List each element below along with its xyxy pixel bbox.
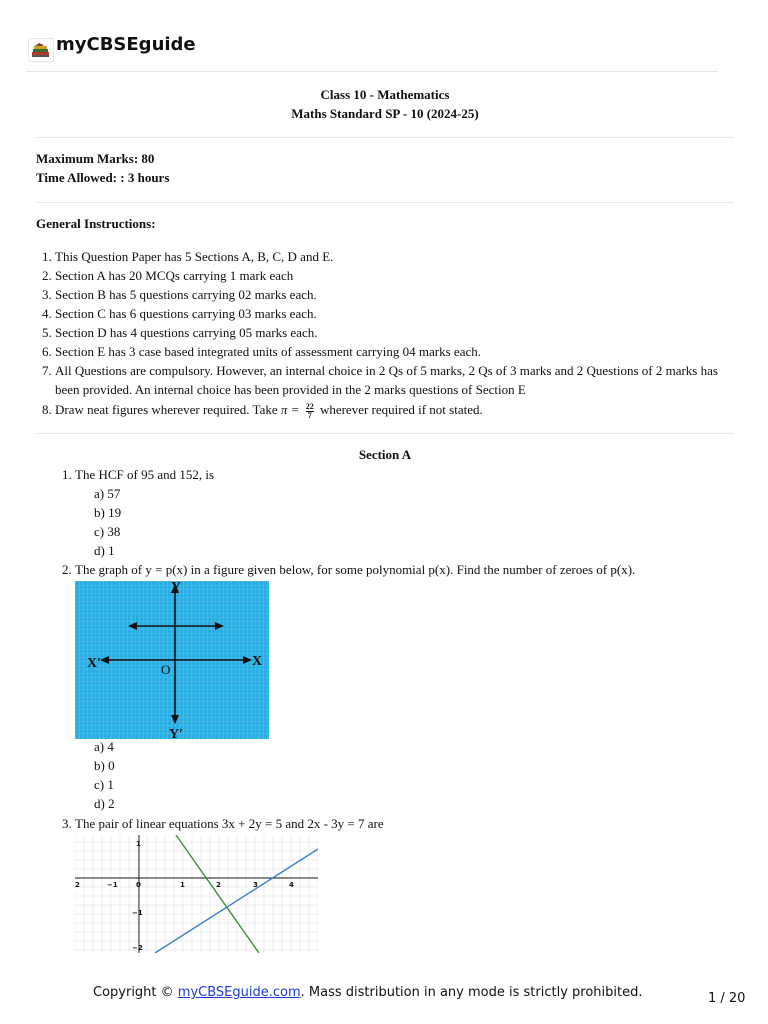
x-tick: 4	[289, 881, 294, 889]
brand-name[interactable]: myCBSEguide	[56, 34, 196, 55]
linear-equations-graph	[75, 835, 318, 953]
instructions-heading: General Instructions:	[36, 216, 156, 231]
time-allowed: Time Allowed: : 3 hours	[36, 170, 170, 185]
paper-title: Maths Standard SP - 10 (2024-25)	[291, 106, 479, 121]
x-prime-label: X′	[87, 656, 102, 671]
x-tick: 3	[253, 881, 258, 889]
q1-option-a: a) 57	[94, 486, 121, 501]
q1-option-c: c) 38	[94, 524, 121, 539]
polynomial-graph-figure	[75, 581, 269, 739]
instructions-list	[36, 247, 728, 420]
x-tick: 2	[216, 881, 221, 889]
divider	[36, 202, 734, 203]
copyright-footer: Copyright © myCBSEguide.com. Mass distribution in any mode is strictly prohibited.	[93, 985, 643, 1000]
question-2: 2. The graph of y = p(x) in a figure given below, for some polynomial p(x). Find the number of zeroes of p(x).	[62, 562, 636, 577]
y-axis-label: Y	[171, 581, 182, 595]
origin-label: O	[161, 662, 171, 677]
y-tick: −2	[132, 944, 143, 952]
instruction-item: 2. Section A has 20 MCQs carrying 1 mark each	[42, 268, 294, 283]
maximum-marks: Maximum Marks: 80	[36, 151, 155, 166]
q2-option-c: c) 1	[94, 777, 114, 792]
instruction-item: 6. Section E has 3 case based integrated units of assessment carrying 04 marks each.	[42, 344, 481, 359]
q1-option-d: d) 1	[94, 543, 115, 558]
x-tick: 0	[136, 881, 141, 889]
site-link[interactable]: myCBSEguide.com	[177, 985, 301, 1000]
instruction-item: 5. Section D has 4 questions carrying 05 marks each.	[42, 325, 318, 340]
question-1: 1. The HCF of 95 and 152, is	[62, 467, 215, 482]
divider	[36, 137, 734, 138]
instruction-item: 4. Section C has 6 questions carrying 03 marks each.	[42, 306, 317, 321]
x-axis-label: X	[252, 654, 263, 669]
question-3: 3. The pair of linear equations 3x + 2y = 5 and 2x - 3y = 7 are	[62, 816, 384, 831]
site-header	[26, 34, 718, 72]
paper-class: Class 10 - Mathematics	[320, 87, 450, 102]
x-tick: 1	[180, 881, 185, 889]
q2-option-d: d) 2	[94, 796, 115, 811]
line-2x-minus-3y-equals-7	[155, 849, 318, 953]
y-prime-label: Y′	[169, 727, 184, 739]
books-stack-icon	[28, 38, 54, 62]
instruction-item: 8. Draw neat figures wherever required. Take π = $\frac{22}{7}$ wherever required if not stated.	[42, 401, 483, 420]
fraction: $\frac{22}{7}$	[305, 401, 314, 420]
q2-option-b: b) 0	[94, 758, 115, 773]
y-tick: −1	[132, 909, 143, 917]
pi-symbol: π =	[280, 402, 300, 417]
x-tick: 2	[75, 881, 80, 889]
instruction-item: 3. Section B has 5 questions carrying 02 marks each.	[42, 287, 317, 302]
instruction-item: 1. This Question Paper has 5 Sections A, B, C, D and E.	[42, 249, 334, 264]
instruction-item: 7. All Questions are compulsory. However, an internal choice in 2 Qs of 5 marks, 2 Qs of 3 marks and 2 Questions of 2 marks has been provided. An internal choice has been provided in the 2 marks questions of Section E	[42, 363, 718, 397]
q2-option-a: a) 4	[94, 739, 114, 754]
divider	[36, 433, 734, 434]
page-number: 1 / 20	[708, 991, 746, 1006]
y-tick: 1	[136, 840, 141, 848]
q1-option-b: b) 19	[94, 505, 122, 520]
section-a-heading: Section A	[358, 447, 412, 462]
x-tick: −1	[107, 881, 118, 889]
